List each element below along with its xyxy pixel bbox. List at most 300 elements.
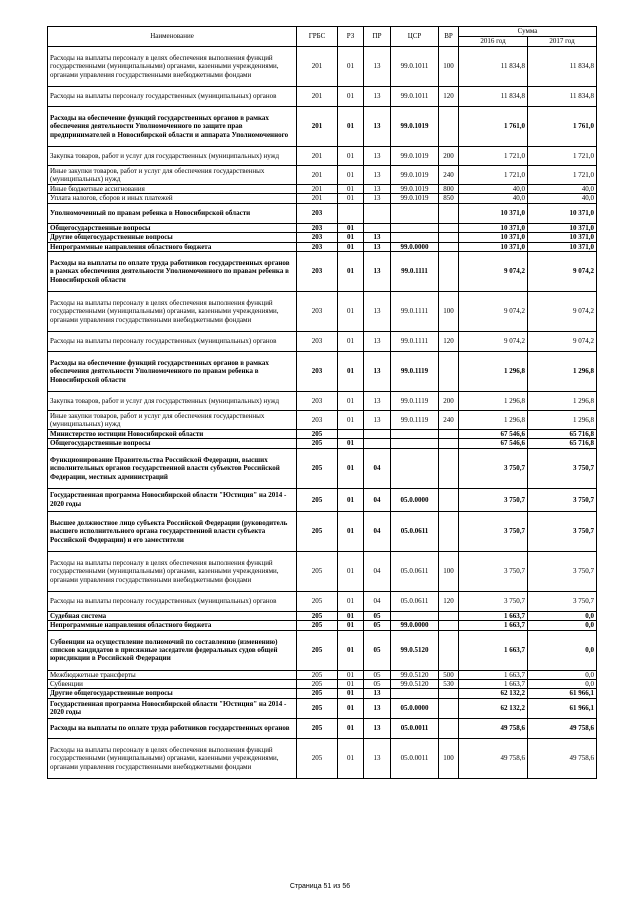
cell-name: Непрограммные направления областного бюджета	[48, 242, 297, 251]
cell-rz: 01	[338, 448, 364, 488]
cell-grbs: 201	[297, 147, 338, 166]
table-body	[48, 47, 597, 779]
cell-vr	[439, 352, 459, 392]
cell-vr: 120	[439, 332, 459, 352]
cell-csr: 05.0.0000	[391, 698, 439, 718]
cell-2017: 10 371,0	[528, 203, 597, 223]
cell-rz: 01	[338, 185, 364, 194]
cell-vr: 100	[439, 551, 459, 591]
cell-vr: 850	[439, 194, 459, 203]
cell-csr: 99.0.1111	[391, 252, 439, 292]
cell-grbs: 205	[297, 439, 338, 448]
cell-pr: 04	[364, 448, 391, 488]
table-row	[48, 203, 597, 223]
cell-rz: 01	[338, 698, 364, 718]
table-row	[48, 488, 597, 511]
table-row	[48, 166, 597, 185]
cell-csr: 05.0.0611	[391, 511, 439, 551]
cell-rz: 01	[338, 233, 364, 242]
header-csr: ЦСР	[391, 27, 439, 47]
table-row	[48, 591, 597, 611]
cell-pr: 13	[364, 411, 391, 430]
cell-rz: 01	[338, 392, 364, 411]
cell-pr	[364, 430, 391, 439]
cell-2017: 1 721,0	[528, 166, 597, 185]
cell-2017: 1 761,0	[528, 107, 597, 147]
cell-vr	[439, 107, 459, 147]
table-row	[48, 430, 597, 439]
cell-grbs: 203	[297, 352, 338, 392]
cell-grbs: 201	[297, 185, 338, 194]
cell-vr	[439, 439, 459, 448]
table-row	[48, 670, 597, 679]
cell-pr: 13	[364, 147, 391, 166]
table-row	[48, 411, 597, 430]
cell-2016: 40,0	[459, 194, 528, 203]
cell-csr: 05.0.0011	[391, 718, 439, 738]
table-row	[48, 621, 597, 630]
cell-vr	[439, 611, 459, 620]
cell-2017: 9 074,2	[528, 332, 597, 352]
cell-pr: 04	[364, 551, 391, 591]
cell-2017: 3 750,7	[528, 591, 597, 611]
cell-grbs: 203	[297, 203, 338, 223]
cell-name: Субвенции на осуществление полномочий по составлению (изменению) списков кандидатов в присяжные заседатели федеральных судов общей юрисдикции в Российской Федерации	[48, 630, 297, 670]
header-pr: ПР	[364, 27, 391, 47]
cell-name: Расходы на выплаты персоналу в целях обеспечения выполнения функций государственными (муниципальными) органами, казенными учреждениями, органами управления государственными внебюджетными фондами	[48, 738, 297, 778]
cell-grbs: 203	[297, 242, 338, 251]
cell-name: Расходы на выплаты персоналу государственных (муниципальных) органов	[48, 87, 297, 107]
cell-2016: 62 132,2	[459, 689, 528, 698]
cell-pr: 13	[364, 185, 391, 194]
cell-2016: 1 721,0	[459, 147, 528, 166]
cell-name: Государственная программа Новосибирской области "Юстиция" на 2014 - 2020 годы	[48, 488, 297, 511]
cell-vr	[439, 448, 459, 488]
table-row	[48, 107, 597, 147]
cell-2016: 1 296,8	[459, 392, 528, 411]
cell-vr	[439, 718, 459, 738]
cell-2016: 1 663,7	[459, 621, 528, 630]
cell-2016: 10 371,0	[459, 233, 528, 242]
cell-2017: 65 716,8	[528, 430, 597, 439]
cell-name: Расходы на выплаты персоналу в целях обеспечения выполнения функций государственными (муниципальными) органами, казенными учреждениями, органами управления государственными внебюджетными фондами	[48, 551, 297, 591]
cell-name: Расходы на выплаты персоналу в целях обеспечения выполнения функций государственными (муниципальными) органами, казенными учреждениями, органами управления государственными внебюджетными фондами	[48, 47, 297, 87]
cell-pr: 13	[364, 292, 391, 332]
cell-grbs: 203	[297, 252, 338, 292]
cell-vr	[439, 223, 459, 232]
cell-2017: 1 721,0	[528, 147, 597, 166]
cell-name: Судебная система	[48, 611, 297, 620]
cell-name: Закупка товаров, работ и услуг для государственных (муниципальных) нужд	[48, 392, 297, 411]
cell-pr: 13	[364, 233, 391, 242]
cell-rz: 01	[338, 630, 364, 670]
cell-vr: 120	[439, 591, 459, 611]
cell-2016: 3 750,7	[459, 591, 528, 611]
cell-name: Расходы на выплаты персоналу государственных (муниципальных) органов	[48, 332, 297, 352]
table-row	[48, 185, 597, 194]
cell-rz: 01	[338, 689, 364, 698]
cell-csr: 99.0.1011	[391, 87, 439, 107]
cell-rz: 01	[338, 511, 364, 551]
cell-rz: 01	[338, 439, 364, 448]
cell-rz: 01	[338, 87, 364, 107]
cell-rz: 01	[338, 670, 364, 679]
cell-pr: 04	[364, 591, 391, 611]
cell-name: Общегосударственные вопросы	[48, 223, 297, 232]
cell-pr	[364, 223, 391, 232]
cell-name: Функционирование Правительства Российской Федерации, высших исполнительных органов государственной власти субъектов Российской Федерации, местных администраций	[48, 448, 297, 488]
cell-2017: 9 074,2	[528, 252, 597, 292]
cell-csr: 99.0.1019	[391, 185, 439, 194]
cell-grbs: 201	[297, 87, 338, 107]
cell-grbs: 205	[297, 621, 338, 630]
cell-csr	[391, 448, 439, 488]
cell-2016: 1 663,7	[459, 611, 528, 620]
cell-grbs: 205	[297, 611, 338, 620]
table-row	[48, 242, 597, 251]
page-footer: Страница 51 из 56	[289, 883, 351, 890]
cell-grbs: 203	[297, 233, 338, 242]
cell-pr: 13	[364, 352, 391, 392]
cell-2017: 0,0	[528, 670, 597, 679]
cell-2017: 61 966,1	[528, 698, 597, 718]
cell-pr: 05	[364, 670, 391, 679]
cell-2017: 0,0	[528, 680, 597, 689]
header-name: Наименование	[48, 27, 297, 47]
cell-csr: 99.0.5120	[391, 670, 439, 679]
cell-name: Расходы на обеспечение функций государственных органов в рамках обеспечения деятельности Уполномоченного по защите прав предпринимателей в Новосибирской области и аппарата Уполномоченного	[48, 107, 297, 147]
cell-2016: 1 761,0	[459, 107, 528, 147]
cell-vr: 100	[439, 292, 459, 332]
cell-grbs: 205	[297, 511, 338, 551]
cell-csr	[391, 689, 439, 698]
cell-grbs: 205	[297, 670, 338, 679]
cell-rz: 01	[338, 718, 364, 738]
cell-pr: 13	[364, 392, 391, 411]
cell-vr	[439, 621, 459, 630]
cell-vr: 530	[439, 680, 459, 689]
table-row	[48, 352, 597, 392]
cell-csr: 05.0.0611	[391, 551, 439, 591]
table-row	[48, 718, 597, 738]
cell-pr: 13	[364, 689, 391, 698]
cell-name: Иные закупки товаров, работ и услуг для обеспечения государственных (муниципальных) нужд	[48, 411, 297, 430]
cell-rz	[338, 430, 364, 439]
cell-2017: 3 750,7	[528, 511, 597, 551]
cell-2017: 0,0	[528, 611, 597, 620]
cell-grbs: 205	[297, 738, 338, 778]
cell-2016: 1 663,7	[459, 680, 528, 689]
table-row	[48, 738, 597, 778]
cell-2016: 10 371,0	[459, 203, 528, 223]
cell-name: Расходы на выплаты персоналу в целях обеспечения выполнения функций государственными (муниципальными) органами, казенными учреждениями, органами управления государственными внебюджетными фондами	[48, 292, 297, 332]
cell-grbs: 205	[297, 430, 338, 439]
cell-vr	[439, 233, 459, 242]
cell-vr: 100	[439, 738, 459, 778]
header-vr: ВР	[439, 27, 459, 47]
cell-2017: 1 296,8	[528, 411, 597, 430]
cell-csr	[391, 430, 439, 439]
cell-csr	[391, 223, 439, 232]
cell-pr: 13	[364, 242, 391, 251]
cell-csr: 99.0.1019	[391, 107, 439, 147]
cell-grbs: 205	[297, 551, 338, 591]
cell-2017: 3 750,7	[528, 448, 597, 488]
cell-rz: 01	[338, 242, 364, 251]
table-row	[48, 233, 597, 242]
cell-2017: 40,0	[528, 185, 597, 194]
cell-grbs: 201	[297, 166, 338, 185]
table-row	[48, 147, 597, 166]
cell-rz: 01	[338, 332, 364, 352]
cell-2016: 3 750,7	[459, 448, 528, 488]
cell-2016: 3 750,7	[459, 511, 528, 551]
cell-grbs: 205	[297, 488, 338, 511]
header-2016: 2016 год	[459, 37, 528, 47]
cell-grbs: 203	[297, 411, 338, 430]
cell-name: Субвенции	[48, 680, 297, 689]
cell-2016: 62 132,2	[459, 698, 528, 718]
cell-grbs: 205	[297, 630, 338, 670]
cell-2017: 10 371,0	[528, 233, 597, 242]
cell-vr: 800	[439, 185, 459, 194]
cell-2017: 0,0	[528, 621, 597, 630]
header-2017: 2017 год	[528, 37, 597, 47]
cell-vr	[439, 511, 459, 551]
cell-csr: 99.0.1019	[391, 147, 439, 166]
cell-2016: 9 074,2	[459, 332, 528, 352]
cell-csr: 99.0.5120	[391, 680, 439, 689]
cell-vr: 240	[439, 166, 459, 185]
cell-name: Расходы на выплаты по оплате труда работников государственных органов в рамках обеспечения деятельности Уполномоченного по правам ребенка в Новосибирской области	[48, 252, 297, 292]
table-row	[48, 223, 597, 232]
cell-csr: 99.0.0000	[391, 242, 439, 251]
cell-csr: 99.0.5120	[391, 630, 439, 670]
cell-name: Высшее должностное лицо субъекта Российской Федерации (руководитель высшего исполнительного органа государственной власти субъекта Российской Федерации) и его заместители	[48, 511, 297, 551]
cell-2016: 9 074,2	[459, 292, 528, 332]
table-row	[48, 87, 597, 107]
cell-grbs: 205	[297, 680, 338, 689]
cell-rz: 01	[338, 252, 364, 292]
cell-grbs: 201	[297, 47, 338, 87]
cell-2016: 1 663,7	[459, 670, 528, 679]
cell-rz: 01	[338, 352, 364, 392]
cell-pr: 13	[364, 107, 391, 147]
cell-pr: 13	[364, 332, 391, 352]
cell-vr: 200	[439, 147, 459, 166]
header-sum: Сумма	[459, 27, 597, 37]
table-row	[48, 439, 597, 448]
cell-pr: 13	[364, 698, 391, 718]
cell-rz: 01	[338, 411, 364, 430]
cell-name: Расходы на выплаты по оплате труда работников государственных органов	[48, 718, 297, 738]
table-row	[48, 332, 597, 352]
cell-pr: 13	[364, 87, 391, 107]
cell-vr: 200	[439, 392, 459, 411]
cell-name: Иные закупки товаров, работ и услуг для обеспечения государственных (муниципальных) нужд	[48, 166, 297, 185]
cell-csr: 99.0.1111	[391, 292, 439, 332]
cell-grbs: 205	[297, 698, 338, 718]
cell-pr: 05	[364, 611, 391, 620]
cell-2017: 11 834,8	[528, 87, 597, 107]
cell-rz: 01	[338, 223, 364, 232]
cell-grbs: 205	[297, 718, 338, 738]
cell-pr: 13	[364, 252, 391, 292]
cell-2017: 3 750,7	[528, 488, 597, 511]
cell-rz: 01	[338, 166, 364, 185]
cell-csr	[391, 203, 439, 223]
cell-grbs: 203	[297, 292, 338, 332]
cell-vr	[439, 689, 459, 698]
cell-vr	[439, 430, 459, 439]
cell-grbs: 203	[297, 332, 338, 352]
table-row	[48, 194, 597, 203]
cell-csr: 05.0.0011	[391, 738, 439, 778]
header-grbs: ГРБС	[297, 27, 338, 47]
cell-pr: 04	[364, 488, 391, 511]
cell-2016: 40,0	[459, 185, 528, 194]
cell-csr: 99.0.1119	[391, 392, 439, 411]
cell-pr: 13	[364, 718, 391, 738]
cell-2016: 10 371,0	[459, 242, 528, 251]
cell-vr: 120	[439, 87, 459, 107]
cell-rz: 01	[338, 738, 364, 778]
cell-pr: 05	[364, 680, 391, 689]
cell-pr: 13	[364, 738, 391, 778]
table-row	[48, 511, 597, 551]
cell-2016: 10 371,0	[459, 223, 528, 232]
cell-csr: 99.0.1011	[391, 47, 439, 87]
cell-rz: 01	[338, 292, 364, 332]
cell-grbs: 205	[297, 689, 338, 698]
cell-2017: 11 834,8	[528, 47, 597, 87]
cell-pr: 13	[364, 166, 391, 185]
table-row	[48, 698, 597, 718]
table-row	[48, 252, 597, 292]
cell-name: Другие общегосударственные вопросы	[48, 233, 297, 242]
cell-vr	[439, 242, 459, 251]
header-rz: РЗ	[338, 27, 364, 47]
cell-pr	[364, 203, 391, 223]
cell-csr: 99.0.1019	[391, 166, 439, 185]
cell-name: Государственная программа Новосибирской области "Юстиция" на 2014 - 2020 годы	[48, 698, 297, 718]
cell-grbs: 203	[297, 223, 338, 232]
cell-rz: 01	[338, 488, 364, 511]
cell-name: Другие общегосударственные вопросы	[48, 689, 297, 698]
cell-name: Иные бюджетные ассигнования	[48, 185, 297, 194]
cell-pr: 13	[364, 47, 391, 87]
cell-grbs: 205	[297, 591, 338, 611]
cell-rz: 01	[338, 591, 364, 611]
cell-rz: 01	[338, 611, 364, 620]
cell-grbs: 201	[297, 194, 338, 203]
cell-pr: 13	[364, 194, 391, 203]
cell-pr: 04	[364, 511, 391, 551]
cell-name: Расходы на выплаты персоналу государственных (муниципальных) органов	[48, 591, 297, 611]
cell-2017: 49 758,6	[528, 718, 597, 738]
cell-vr	[439, 252, 459, 292]
table-row	[48, 392, 597, 411]
cell-name: Непрограммные направления областного бюджета	[48, 621, 297, 630]
cell-csr: 99.0.1019	[391, 194, 439, 203]
cell-2016: 67 546,6	[459, 439, 528, 448]
cell-grbs: 201	[297, 107, 338, 147]
cell-2017: 1 296,8	[528, 392, 597, 411]
budget-table-page	[47, 26, 596, 779]
cell-2017: 3 750,7	[528, 551, 597, 591]
cell-2017: 10 371,0	[528, 242, 597, 251]
cell-2017: 1 296,8	[528, 352, 597, 392]
cell-2016: 9 074,2	[459, 252, 528, 292]
cell-2016: 3 750,7	[459, 551, 528, 591]
cell-vr: 240	[439, 411, 459, 430]
cell-name: Закупка товаров, работ и услуг для государственных (муниципальных) нужд	[48, 147, 297, 166]
cell-csr: 99.0.0000	[391, 621, 439, 630]
cell-2017: 9 074,2	[528, 292, 597, 332]
cell-name: Межбюджетные трансферты	[48, 670, 297, 679]
cell-csr: 99.0.1119	[391, 411, 439, 430]
cell-rz: 01	[338, 147, 364, 166]
cell-csr	[391, 233, 439, 242]
cell-2016: 49 758,6	[459, 718, 528, 738]
cell-name: Уполномоченный по правам ребенка в Новосибирской области	[48, 203, 297, 223]
cell-csr	[391, 611, 439, 620]
table-row	[48, 448, 597, 488]
table-row	[48, 551, 597, 591]
table-row	[48, 689, 597, 698]
table-row	[48, 47, 597, 87]
cell-rz: 01	[338, 680, 364, 689]
cell-name: Министерство юстиции Новосибирской области	[48, 430, 297, 439]
table-row	[48, 611, 597, 620]
cell-2016: 67 546,6	[459, 430, 528, 439]
cell-vr: 100	[439, 47, 459, 87]
cell-vr	[439, 488, 459, 511]
cell-rz: 01	[338, 621, 364, 630]
budget-table	[47, 26, 597, 779]
cell-2017: 49 758,6	[528, 738, 597, 778]
cell-vr: 500	[439, 670, 459, 679]
cell-csr: 05.0.0000	[391, 488, 439, 511]
table-row	[48, 630, 597, 670]
cell-name: Расходы на обеспечение функций государственных органов в рамках обеспечения деятельности Уполномоченного по правам ребенка в Новосибирской области	[48, 352, 297, 392]
cell-rz: 01	[338, 47, 364, 87]
cell-vr	[439, 698, 459, 718]
cell-2016: 1 296,8	[459, 411, 528, 430]
cell-csr: 99.0.1111	[391, 332, 439, 352]
cell-csr: 05.0.0611	[391, 591, 439, 611]
cell-2016: 49 758,6	[459, 738, 528, 778]
cell-2016: 11 834,8	[459, 87, 528, 107]
cell-rz: 01	[338, 551, 364, 591]
cell-pr: 05	[364, 621, 391, 630]
cell-2017: 40,0	[528, 194, 597, 203]
cell-2016: 11 834,8	[459, 47, 528, 87]
cell-name: Уплата налогов, сборов и иных платежей	[48, 194, 297, 203]
cell-rz: 01	[338, 107, 364, 147]
cell-2017: 10 371,0	[528, 223, 597, 232]
cell-pr: 05	[364, 630, 391, 670]
cell-grbs: 205	[297, 448, 338, 488]
cell-rz: 01	[338, 194, 364, 203]
cell-rz	[338, 203, 364, 223]
cell-2016: 1 296,8	[459, 352, 528, 392]
cell-vr	[439, 203, 459, 223]
cell-vr	[439, 630, 459, 670]
cell-2016: 3 750,7	[459, 488, 528, 511]
cell-2017: 65 716,8	[528, 439, 597, 448]
cell-csr	[391, 439, 439, 448]
